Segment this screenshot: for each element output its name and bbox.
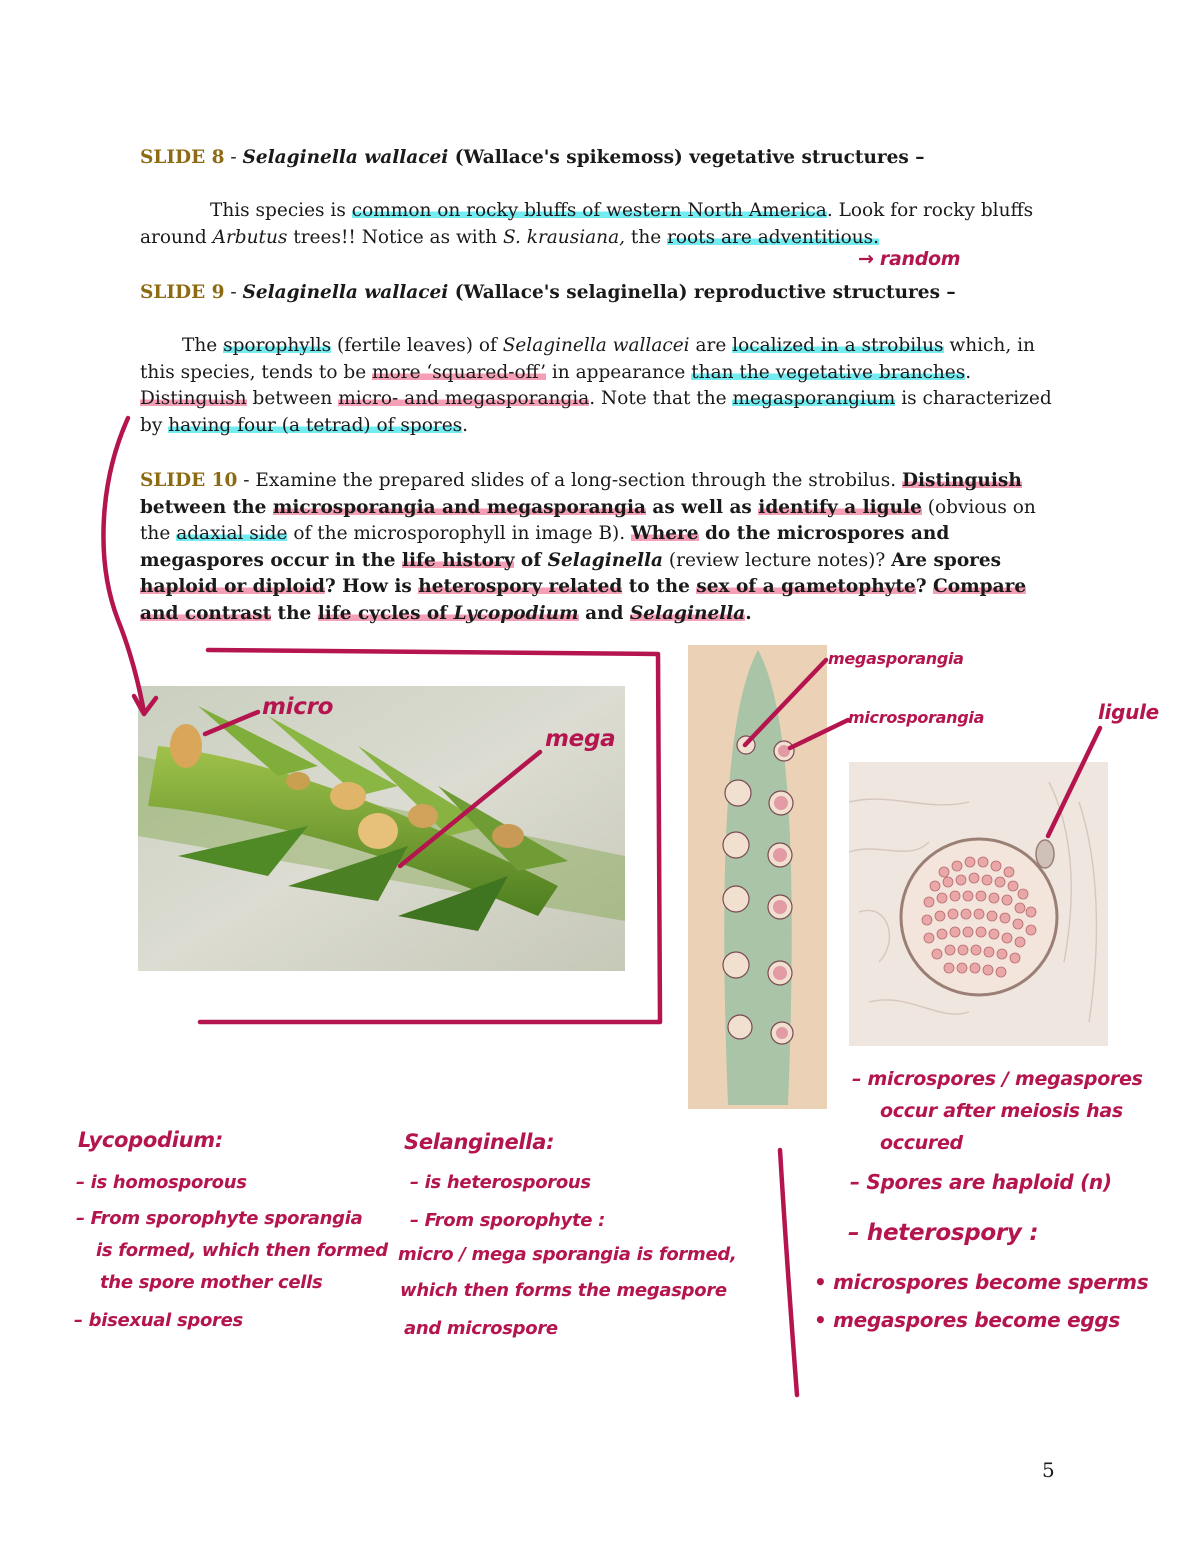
slide8-heading: SLIDE 8 - Selaginella wallacei (Wallace's spikemoss) vegetative structures – — [140, 147, 925, 168]
note-lyco-2b: is formed, which then formed — [96, 1240, 388, 1261]
note-sel-2d: and microspore — [404, 1318, 558, 1339]
arrow-curve — [103, 418, 144, 712]
pointer-microsporangia — [790, 720, 848, 748]
note-lyco-3: – bisexual spores — [74, 1310, 243, 1331]
notes-divider — [780, 1150, 797, 1395]
note-lyco-title: Lycopodium: — [78, 1128, 223, 1152]
pointer-micro — [205, 712, 258, 734]
note-sel-1: – is heterosporous — [410, 1172, 591, 1193]
note-r-4: • microspores become sperms — [814, 1270, 1149, 1294]
note-sel-2c: which then forms the megaspore — [400, 1280, 727, 1301]
slide10-paragraph: SLIDE 10 - Examine the prepared slides of a long-section through the strobilus. Distinguish between the microsporangia and megasporangia as well as identify a ligule (obvious on the adaxial side of the microsporophyll in image B). Where do the microspores and megaspores occur in the life history of Selaginella (review lecture notes)? Are spores haploid or diploid? How is heterospory related to the sex of a gametophyte? Compare and contrast the life cycles of Lycopodium and Selaginella. — [140, 470, 1036, 624]
note-sel-2b: micro / mega sporangia is formed, — [398, 1244, 737, 1265]
label-megasporangia: megasporangia — [828, 649, 964, 668]
note-lyco-1: – is homosporous — [76, 1172, 247, 1193]
note-random: → random — [858, 248, 961, 270]
label-ligule: ligule — [1098, 700, 1159, 724]
slide9-paragraph: The sporophylls (fertile leaves) of Selaginella wallacei are localized in a strobilus which, in this species, tends to be more ‘squared-off’ in appearance than the vegetative branches. Distinguish between micro- and megasporangia. Note that the megasporangium is characterized by having four (a tetrad) of spores. — [140, 335, 1052, 436]
pointer-mega — [400, 752, 540, 866]
note-r-2: – Spores are haploid (n) — [850, 1170, 1112, 1194]
note-r-1c: occured — [880, 1132, 963, 1154]
label-mega: mega — [545, 726, 616, 752]
label-micro: micro — [262, 694, 334, 720]
note-r-3: – heterospory : — [848, 1220, 1039, 1246]
note-sel-2a: – From sporophyte : — [410, 1210, 606, 1231]
note-r-1b: occur after meiosis has — [880, 1100, 1123, 1122]
page-number: 5 — [1042, 1458, 1055, 1482]
photo-bracket — [200, 650, 660, 1022]
note-lyco-2c: the spore mother cells — [100, 1272, 323, 1293]
note-sel-title: Selanginella: — [404, 1130, 555, 1154]
arrow-head — [134, 696, 156, 714]
note-r-1a: – microspores / megaspores — [852, 1068, 1143, 1090]
pointer-ligule — [1048, 728, 1100, 836]
note-lyco-2a: – From sporophyte sporangia — [76, 1208, 363, 1229]
slide8-paragraph: This species is common on rocky bluffs of western North America. Look for rocky bluffs around Arbutus trees!! Notice as with S. krausiana, the roots are adventitious. — [140, 200, 1034, 248]
pointer-megasporangia — [745, 660, 826, 745]
label-microsporangia: microsporangia — [848, 708, 985, 727]
slide9-heading: SLIDE 9 - Selaginella wallacei (Wallace's selaginella) reproductive structures – — [140, 282, 956, 303]
note-r-5: • megaspores become eggs — [814, 1308, 1120, 1332]
